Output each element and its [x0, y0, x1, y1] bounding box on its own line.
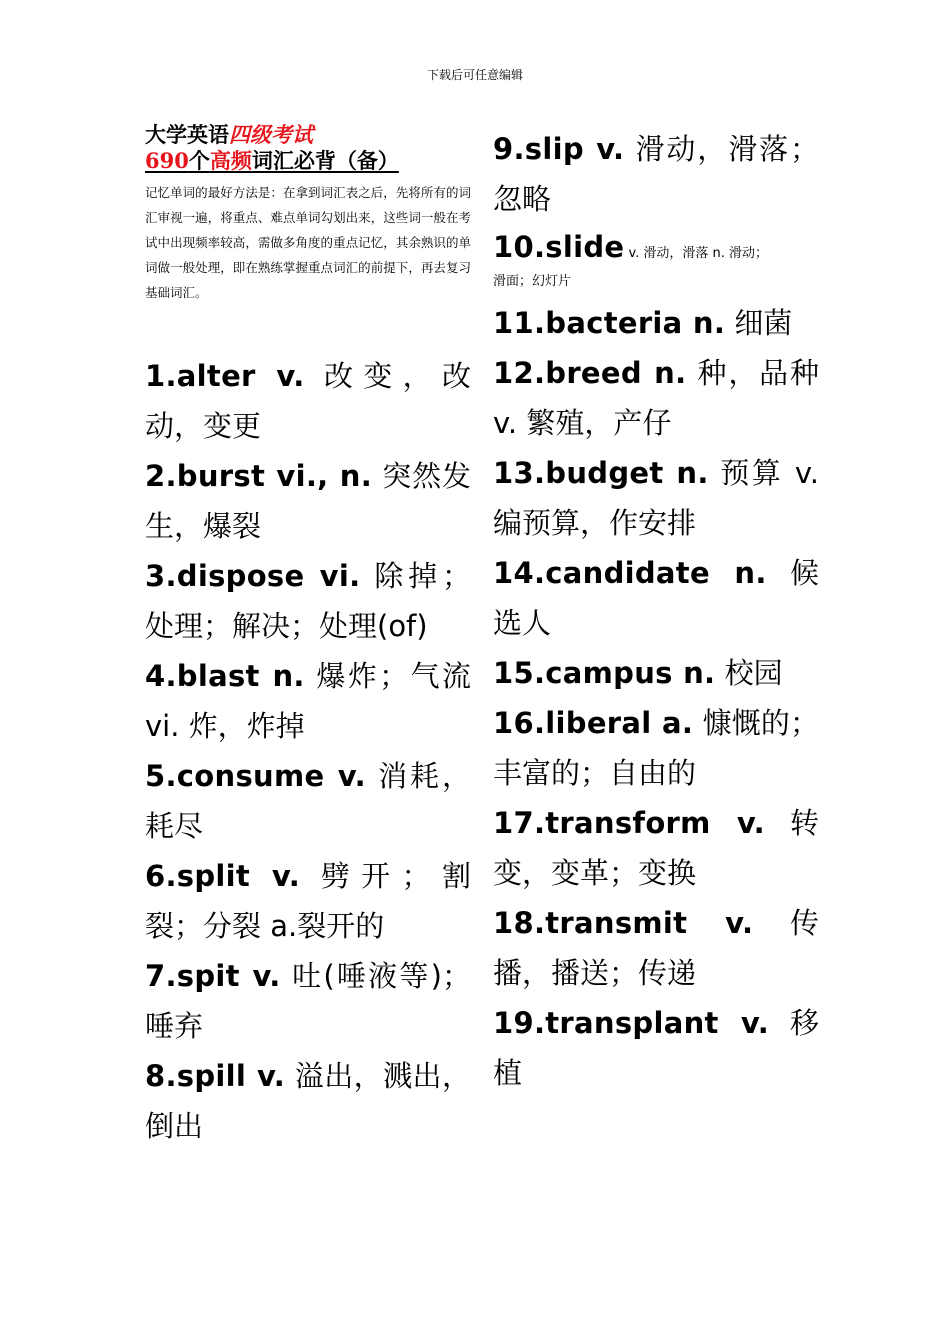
- vocab-entry: [493, 648, 819, 698]
- headword: 2.burst vi., n.: [145, 459, 373, 493]
- headword: 7.spit v.: [145, 959, 281, 993]
- headword: 3.dispose vi.: [145, 559, 361, 593]
- definition: v. 滑动，滑落 n. 滑动；: [624, 246, 769, 261]
- title-line-2: [145, 148, 399, 174]
- definition: 转变，变革；变换: [493, 806, 819, 890]
- headword: 17.transform v.: [493, 806, 765, 840]
- vocab-entry: [493, 348, 819, 448]
- right-column: [493, 124, 819, 1098]
- definition: 传播，播送；传递: [493, 906, 820, 990]
- vocab-entry: [145, 451, 471, 551]
- definition: 预算 v. 编预算，作安排: [493, 456, 819, 540]
- vocab-entry: [145, 551, 471, 651]
- intro-paragraph: 记忆单词的最好方法是：在拿到词汇表之后，先将所有的词汇审视一遍，将重点、难点单词勾划出来，这些词一般在考试中出现频率较高，需做多角度的重点记忆，其余熟识的单词做一般处理，即在熟练掌握重点词汇的前提下，再去复习基础词汇。: [145, 185, 471, 300]
- definition: 校园: [715, 656, 783, 690]
- definition: 突然发生，爆裂: [145, 459, 472, 543]
- headword: 12.breed n.: [493, 356, 687, 390]
- title-measure-word: 个: [188, 148, 210, 173]
- left-column: [145, 122, 471, 1151]
- headword: 13.budget n.: [493, 456, 709, 490]
- vocab-entry: [493, 298, 819, 348]
- definition: 种，品种 v. 繁殖，产仔: [493, 356, 820, 440]
- left-entry-list: [145, 351, 471, 1151]
- title-highlight: 四级考试: [229, 122, 313, 147]
- definition: 细菌: [725, 306, 793, 340]
- title-line-1: [145, 122, 471, 148]
- vocab-entry: [493, 124, 819, 224]
- headword: 5.consume v.: [145, 759, 366, 793]
- headword: 18.transmit v.: [493, 906, 754, 940]
- vocab-entry: [145, 951, 471, 1051]
- definition-continued: 滑面；幻灯片: [493, 274, 572, 289]
- vocab-entry: [145, 851, 471, 951]
- headword: 11.bacteria n.: [493, 306, 726, 340]
- vocab-entry: [145, 651, 471, 751]
- headword: 6.split v.: [145, 859, 301, 893]
- definition: 慷慨的；丰富的；自由的: [493, 706, 819, 790]
- vocab-entry: [493, 798, 819, 898]
- vocab-entry: [493, 998, 819, 1098]
- vocab-entry: [493, 548, 819, 648]
- definition: 劈开；割裂；分裂 a.裂开的: [145, 859, 471, 943]
- vocab-entry: [493, 224, 819, 272]
- vocab-entry: [145, 751, 471, 851]
- title-high-frequency: 高频: [209, 148, 252, 173]
- page-header: 下载后可任意编辑: [426, 68, 523, 82]
- vocab-entry: [145, 1051, 471, 1151]
- title-prefix: 大学英语: [145, 122, 229, 147]
- definition: 消耗，耗尽: [145, 759, 472, 843]
- title-number: 690: [145, 148, 189, 173]
- title-suffix: 词汇必背（备）: [251, 148, 399, 173]
- headword: 15.campus n.: [493, 656, 716, 690]
- definition: 改变，改动，变更: [145, 359, 471, 443]
- definition: 移植: [493, 1006, 819, 1090]
- definition: 溢出，溅出，倒出: [145, 1059, 471, 1143]
- headword: 10.slide: [493, 230, 625, 264]
- vocab-entry: [493, 698, 819, 798]
- headword: 16.liberal a.: [493, 706, 694, 740]
- vocab-entry: [493, 898, 819, 998]
- headword: 1.alter v.: [145, 359, 305, 393]
- headword: 14.candidate n.: [493, 556, 767, 590]
- headword: 19.transplant v.: [493, 1006, 770, 1040]
- definition: 候选人: [493, 556, 819, 640]
- definition: 除掉；处理；解决；处理(of): [145, 559, 472, 643]
- definition: 爆炸；气流 vi. 炸，炸掉: [145, 659, 471, 743]
- headword: 9.slip v.: [493, 132, 625, 166]
- headword: 8.spill v.: [145, 1059, 286, 1093]
- vocab-entry: [145, 351, 471, 451]
- headword: 4.blast n.: [145, 659, 305, 693]
- vocab-entry: [493, 448, 819, 548]
- definition: 滑动，滑落；忽略: [493, 132, 820, 216]
- definition: 吐(唾液等)；唾弃: [145, 959, 471, 1043]
